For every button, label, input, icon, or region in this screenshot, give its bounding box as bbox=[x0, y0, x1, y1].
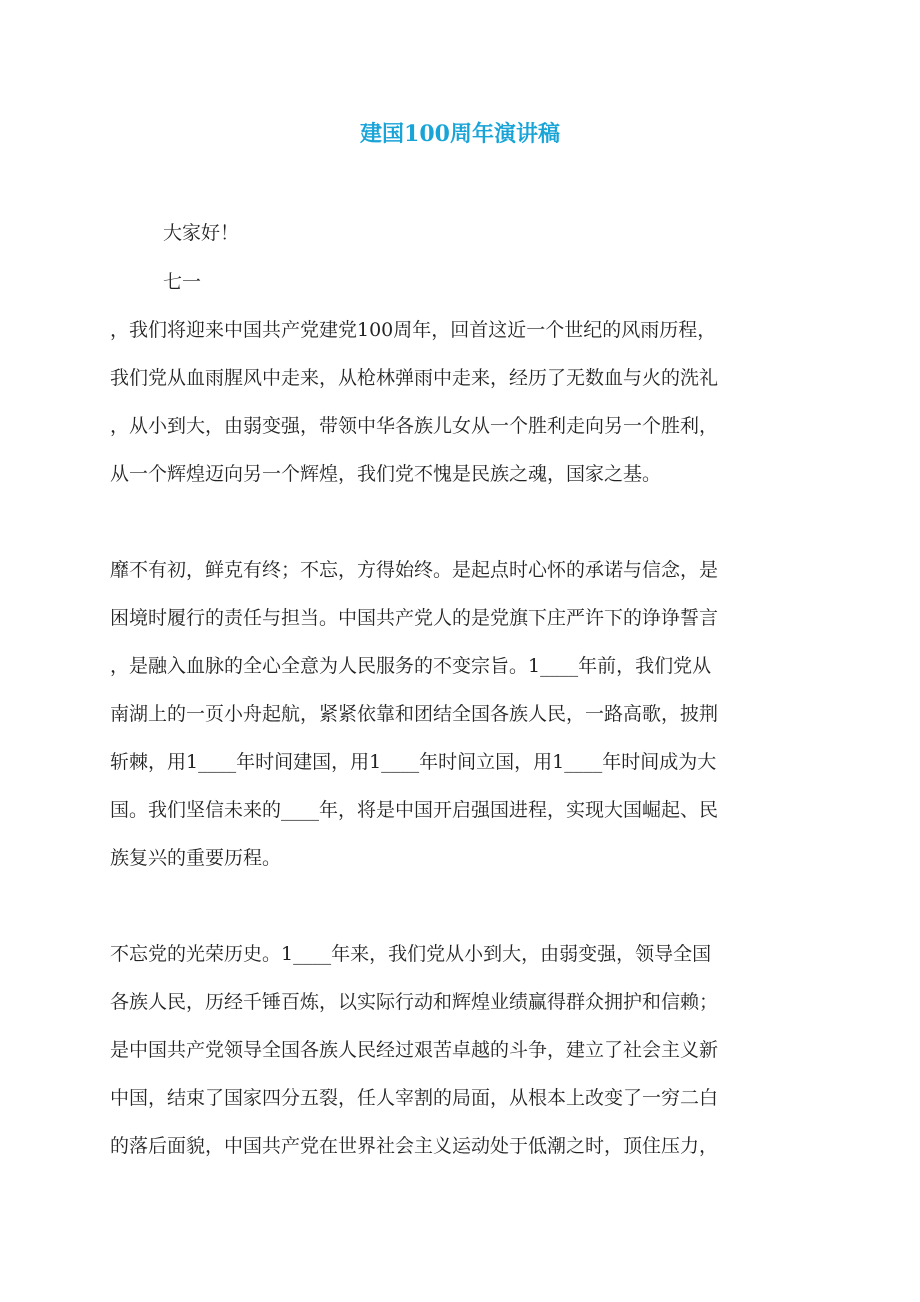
paragraph3-line-3: 是中国共产党领导全国各族人民经过艰苦卓越的斗争，建立了社会主义新 bbox=[110, 1039, 719, 1061]
paragraph1-line-1: ，我们将迎来中国共产党建党100周年，回首这近一个世纪的风雨历程， bbox=[110, 319, 717, 341]
paragraph3-line-1: 不忘党的光荣历史。1____年来，我们党从小到大，由弱变强，领导全国 bbox=[110, 943, 712, 965]
paragraph2-line-1: 靡不有初，鲜克有终；不忘，方得始终。是起点时心怀的承诺与信念，是 bbox=[110, 559, 719, 581]
page-title: 建国100周年演讲稿 bbox=[360, 121, 560, 147]
paragraph2-line-5: 斩棘，用1____年时间建国，用1____年时间立国，用1____年时间成为大 bbox=[110, 751, 717, 773]
paragraph2-line-4: 南湖上的一页小舟起航，紧紧依靠和团结全国各族人民，一路高歌，披荆 bbox=[110, 703, 719, 725]
paragraph1-line-3: ，从小到大，由弱变强，带领中华各族儿女从一个胜利走向另一个胜利， bbox=[110, 415, 719, 437]
paragraph3-line-5: 的落后面貌，中国共产党在世界社会主义运动处于低潮之时，顶住压力， bbox=[110, 1135, 719, 1157]
paragraph2-line-6: 国。我们坚信未来的____年，将是中国开启强国进程，实现大国崛起、民 bbox=[110, 799, 719, 821]
greeting-line: 大家好！ bbox=[163, 222, 240, 244]
paragraph2-line-7: 族复兴的重要历程。 bbox=[110, 847, 282, 869]
paragraph1-line-4: 从一个辉煌迈向另一个辉煌，我们党不愧是民族之魂，国家之基。 bbox=[110, 463, 662, 485]
paragraph1-line-2: 我们党从血雨腥风中走来，从枪林弹雨中走来，经历了无数血与火的洗礼 bbox=[110, 367, 719, 389]
heading-line: 七一 bbox=[163, 271, 202, 293]
paragraph3-line-2: 各族人民，历经千锤百炼，以实际行动和辉煌业绩赢得群众拥护和信赖； bbox=[110, 991, 719, 1013]
paragraph2-line-2: 困境时履行的责任与担当。中国共产党人的是党旗下庄严许下的诤诤誓言 bbox=[110, 607, 719, 629]
paragraph2-line-3: ，是融入血脉的全心全意为人民服务的不变宗旨。1____年前，我们党从 bbox=[110, 655, 712, 677]
paragraph3-line-4: 中国，结束了国家四分五裂，任人宰割的局面，从根本上改变了一穷二白 bbox=[110, 1087, 719, 1109]
